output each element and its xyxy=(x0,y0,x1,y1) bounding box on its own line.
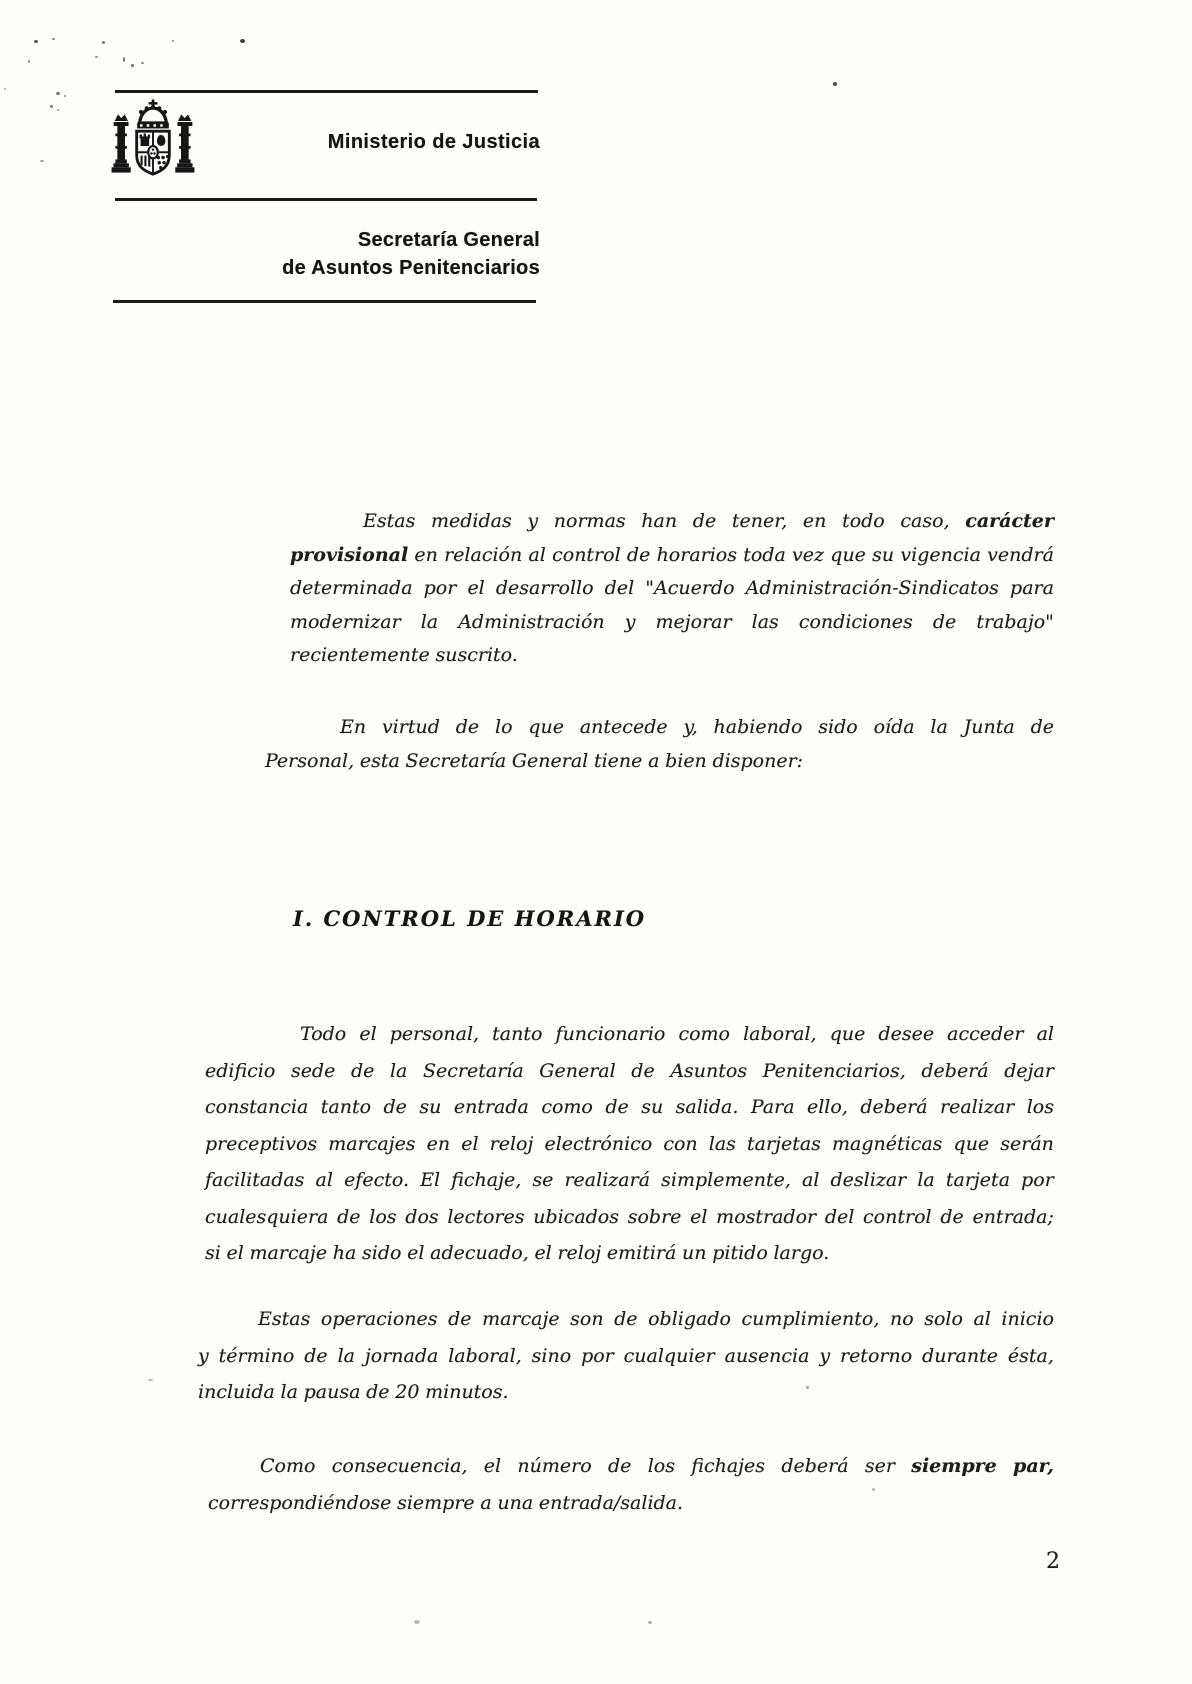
paragraph-en-virtud xyxy=(265,711,1054,778)
paragraph-todo-el-personal xyxy=(205,1016,1054,1272)
text-line: En virtud de lo que antecede y, habiendo sido oída la Junta de xyxy=(340,716,1054,738)
text-line: Estas medidas y normas han de tener, en todo caso, carácter xyxy=(363,510,1054,532)
text-line: cualesquiera de los dos lectores ubicados sobre el mostrador del control de entrada; xyxy=(205,1205,1054,1228)
text-line: determinada por el desarrollo del "Acuerdo Administración-Sindicatos para xyxy=(290,577,1054,599)
scan-speck xyxy=(95,56,98,58)
text-line: modernizar la Administración y mejorar las condiciones de trabajo" xyxy=(290,610,1054,633)
scan-speck xyxy=(50,105,53,108)
ministry-title: Ministerio de Justicia xyxy=(327,131,540,153)
scan-speck xyxy=(57,109,59,111)
scan-speck xyxy=(56,92,60,95)
scan-speck xyxy=(240,39,245,43)
header-top-rule xyxy=(115,90,538,93)
text-line: edificio sede de la Secretaría General de Asuntos Penitenciarios, deberá dejar xyxy=(205,1059,1054,1082)
scan-speck xyxy=(4,88,6,90)
text-line: Como consecuencia, el número de los fichajes deberá ser siempre par, xyxy=(260,1455,1054,1477)
header-bottom-rule xyxy=(113,300,536,303)
department-title-line-1: Secretaría General xyxy=(357,229,540,251)
section-heading-control-de-horario: I. CONTROL DE HORARIO xyxy=(293,906,647,931)
scan-speck xyxy=(40,160,44,162)
scan-speck xyxy=(64,95,66,97)
text-line: y término de la jornada laboral, sino por cualquier ausencia y retorno durante ésta, xyxy=(198,1344,1054,1367)
scan-speck xyxy=(28,60,30,63)
department-title xyxy=(115,226,540,282)
scan-speck xyxy=(141,62,144,64)
header-middle-rule xyxy=(115,198,537,201)
text-line: incluida la pausa de 20 minutos. xyxy=(198,1381,509,1403)
paragraph-caracter-provisional xyxy=(290,505,1054,673)
scan-speck xyxy=(148,1379,153,1381)
scan-speck xyxy=(131,64,134,67)
page-number: 2 xyxy=(1046,1549,1060,1574)
text-line: Todo el personal, tanto funcionario como laboral, que desee acceder al xyxy=(300,1023,1054,1045)
text-line: constancia tanto de su entrada como de su salida. Para ello, deberá realizar los xyxy=(205,1096,1054,1118)
paragraph-como-consecuencia xyxy=(208,1448,1054,1521)
text-line: si el marcaje ha sido el adecuado, el reloj emitirá un pitido largo. xyxy=(205,1242,830,1264)
scan-speck xyxy=(52,38,55,40)
text-line: correspondiéndose siempre a una entrada/salida. xyxy=(208,1491,684,1514)
scan-speck xyxy=(833,82,837,86)
text-line: Personal, esta Secretaría General tiene a bien disponer: xyxy=(265,749,804,772)
text-line: provisional en relación al control de horarios toda vez que su vigencia vendrá xyxy=(290,543,1054,566)
text-line: preceptivos marcajes en el reloj electrónico con las tarjetas magnéticas que serán xyxy=(205,1132,1054,1155)
scan-speck xyxy=(34,40,38,43)
scan-speck xyxy=(172,40,174,42)
department-title-line-2: de Asuntos Penitenciarios xyxy=(282,257,540,279)
scan-speck xyxy=(102,41,105,44)
text-line: recientemente suscrito. xyxy=(290,644,518,666)
text-line: facilitadas al efecto. El fichaje, se realizará simplemente, al deslizar la tarjeta por xyxy=(205,1169,1054,1191)
scan-speck xyxy=(414,1620,420,1624)
scan-speck xyxy=(123,57,125,62)
text-line: Estas operaciones de marcaje son de obligado cumplimiento, no solo al inicio xyxy=(258,1308,1054,1330)
paragraph-operaciones-de-marcaje xyxy=(198,1301,1054,1411)
scan-speck xyxy=(648,1621,652,1624)
